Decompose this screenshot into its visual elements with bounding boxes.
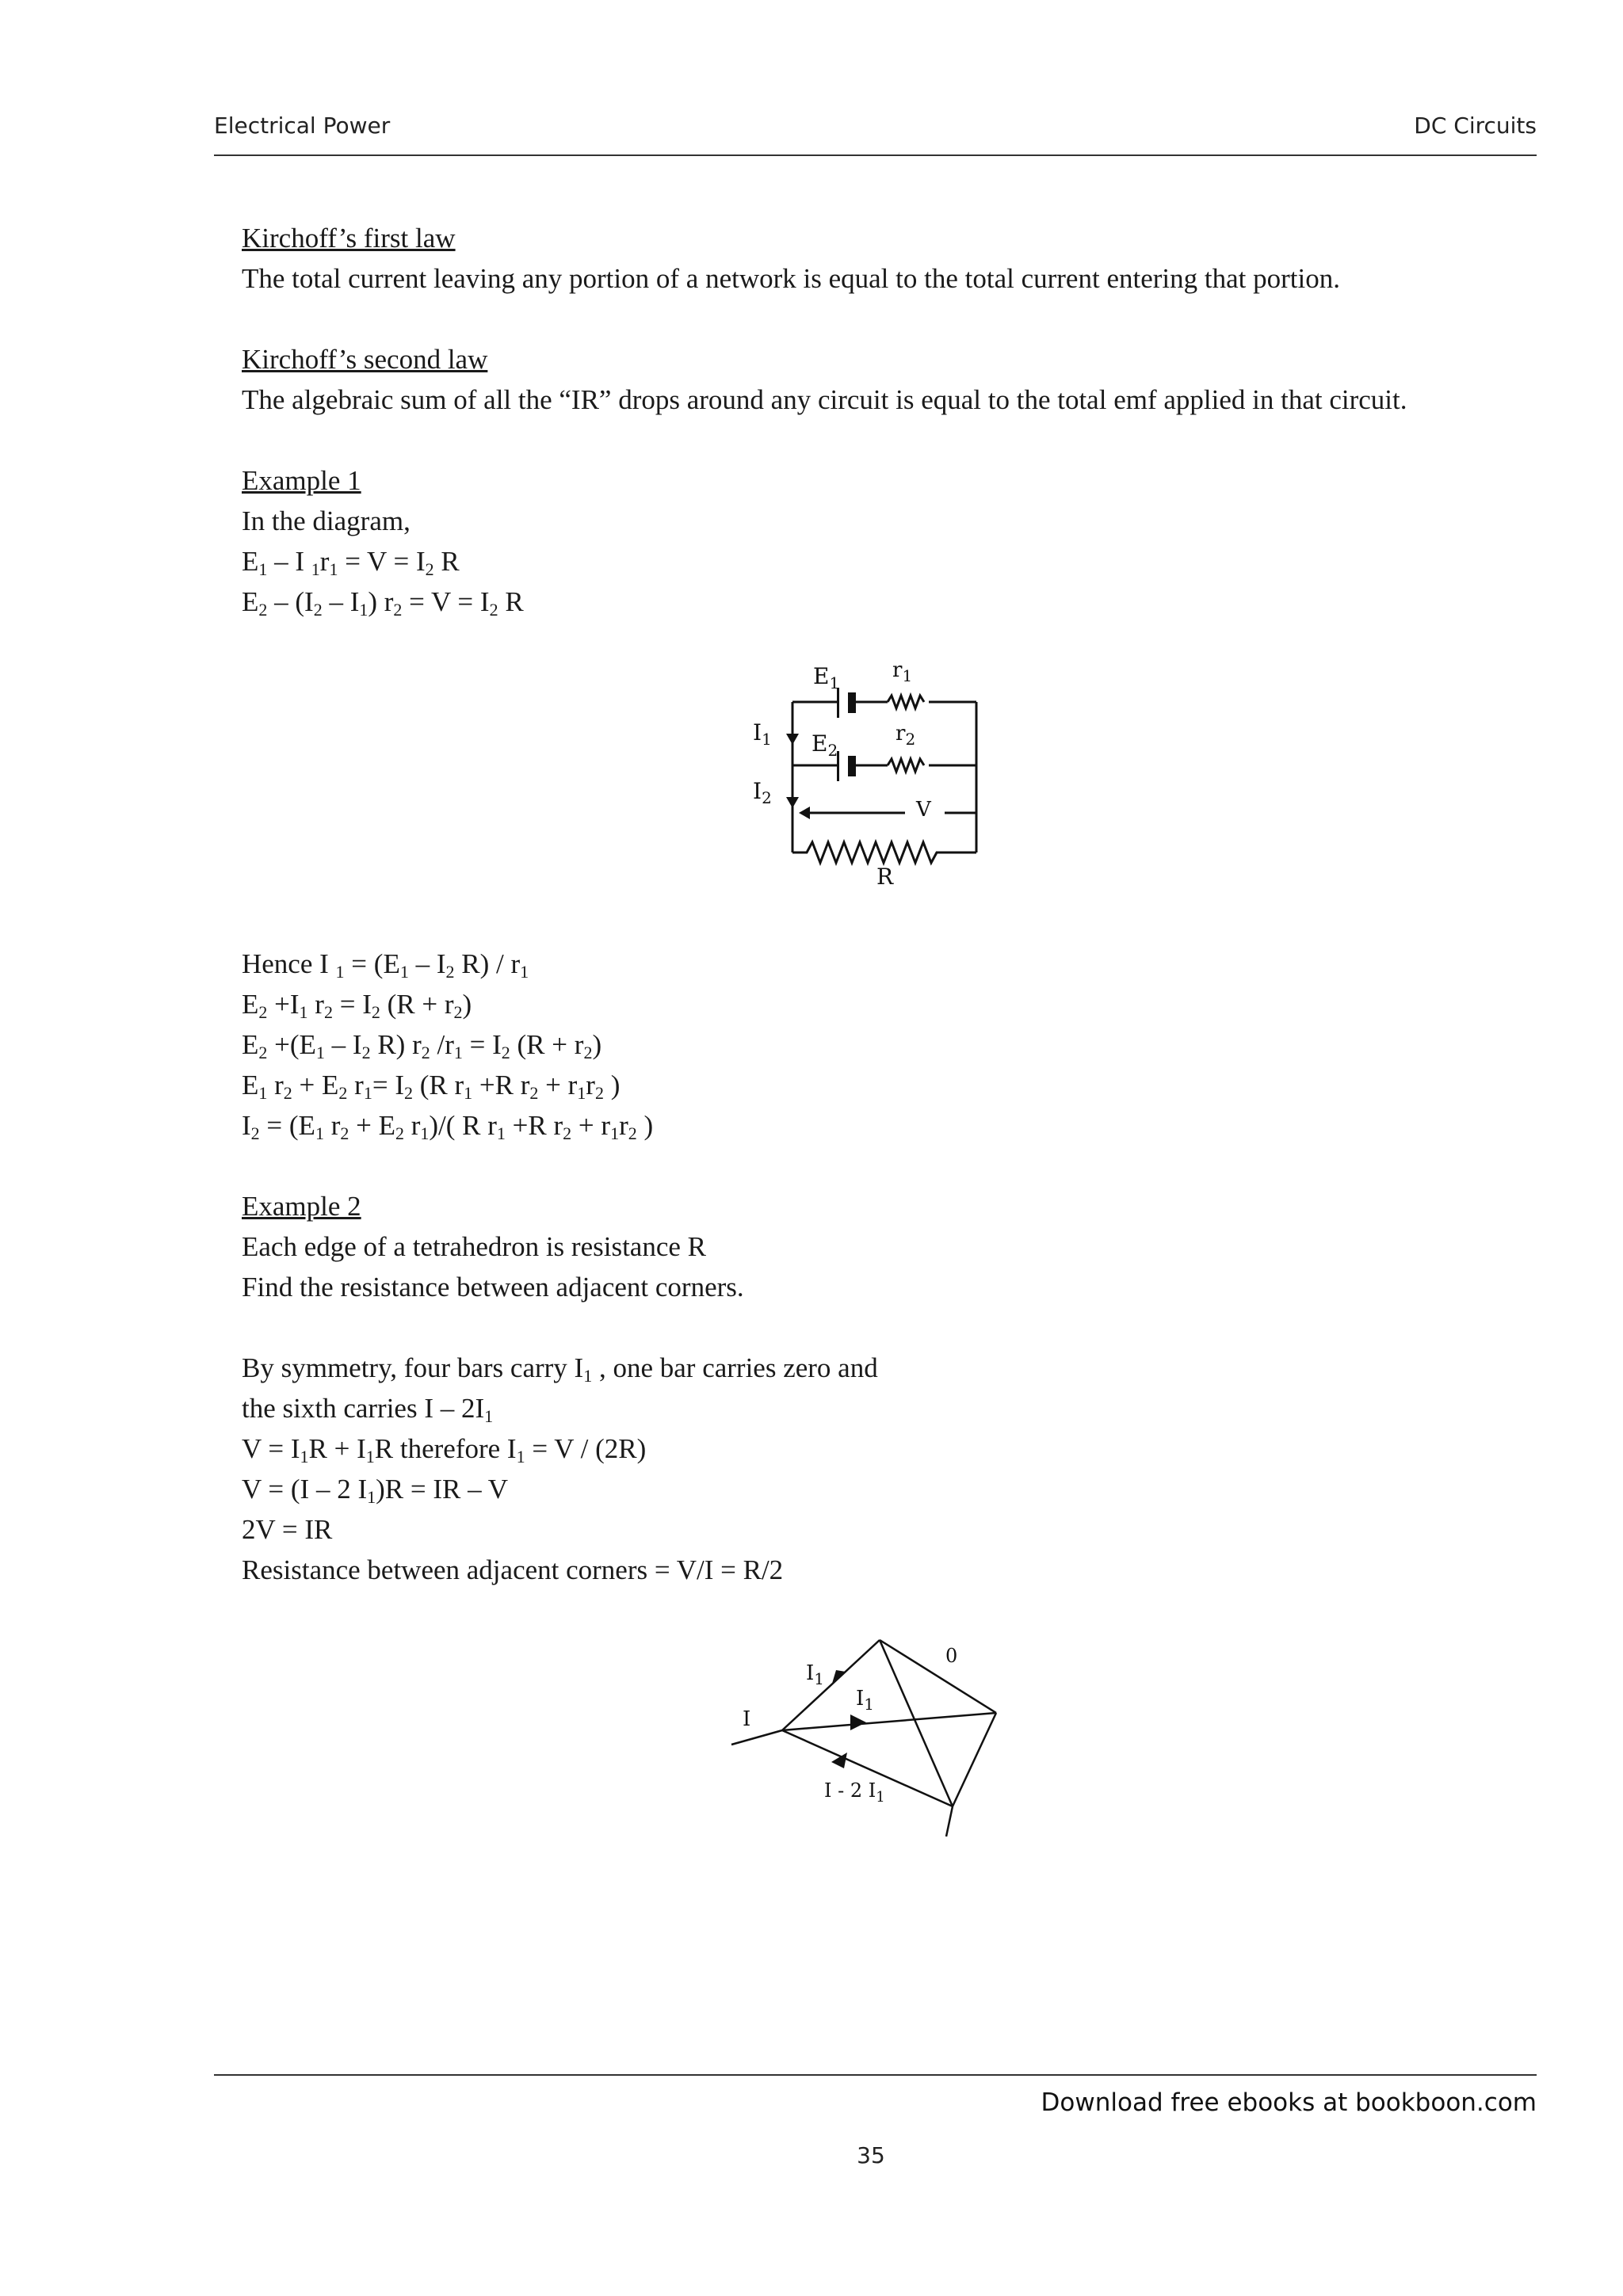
subscript: 1: [300, 1447, 309, 1466]
subscript: 1: [420, 1123, 430, 1143]
equation-text: (R + r: [510, 1029, 584, 1060]
subscript: 2: [489, 600, 498, 620]
equation-text: ): [592, 1029, 602, 1060]
equation-text: = V / (2R): [525, 1433, 647, 1464]
subscript: 1: [367, 1487, 376, 1507]
equation-text: = (E: [344, 948, 400, 979]
tetrahedron-svg: [717, 1616, 1018, 1854]
subscript: 1: [359, 600, 369, 620]
equation-text: – I: [408, 948, 446, 979]
equation-text: r: [403, 1110, 421, 1141]
example2-title: Example 2: [242, 1191, 361, 1222]
equation-text: +I: [267, 989, 300, 1020]
v-arrow: [799, 807, 810, 819]
edge-middle: [782, 1713, 996, 1730]
subscript: 2: [403, 1083, 413, 1103]
equation-text: +R r: [505, 1110, 563, 1141]
subscript: 1: [363, 1083, 372, 1103]
law1-text: The total current leaving any portion of a network is equal to the total current entering that portion.: [242, 263, 1340, 294]
label-e1: $E_1$: [813, 663, 840, 692]
equation-text: R + I: [308, 1433, 366, 1464]
hence-eq-b: [242, 984, 1541, 1024]
equation-text: R) / r: [454, 948, 521, 979]
equation-text: ): [636, 1110, 654, 1141]
subscript: 1: [315, 1043, 325, 1062]
footer-rule: [214, 2074, 1537, 2076]
equation-text: = I: [332, 989, 372, 1020]
subscript: 1: [520, 962, 529, 982]
subscript: 2: [453, 1002, 463, 1022]
equation-text: r: [586, 1070, 595, 1100]
hence-eq-c: [242, 1024, 1541, 1065]
subscript: 1: [577, 1083, 586, 1103]
equation-text: (R r: [412, 1070, 464, 1100]
subscript: 1: [610, 1123, 620, 1143]
subscript: 2: [258, 1002, 268, 1022]
example1-eq-b: [242, 582, 1541, 622]
example1-eq-a: [242, 541, 1541, 582]
page-number: 35: [857, 2142, 885, 2168]
subscript: 2: [250, 1123, 260, 1143]
example2-line1: Each edge of a tetrahedron is resistance R: [242, 1231, 706, 1262]
equation-text: )R = IR – V: [376, 1474, 508, 1505]
equation-text: , one bar carries zero and: [592, 1352, 878, 1383]
r-resistor: [792, 842, 976, 863]
law2-title: Kirchoff’s second law: [242, 344, 488, 375]
hence-eq-d: [242, 1065, 1541, 1105]
r1-resistor: [888, 696, 924, 708]
result-line: Resistance between adjacent corners = V/I = R/2: [242, 1554, 784, 1585]
header-rule: [214, 154, 1537, 156]
subscript: 2: [501, 1043, 510, 1062]
subscript: 2: [393, 600, 403, 620]
equation-text: +(E: [267, 1029, 316, 1060]
label-v: V: [916, 798, 931, 822]
subscript: 2: [583, 1043, 593, 1062]
subscript: 1: [516, 1447, 525, 1466]
equation-text: – I: [322, 586, 360, 617]
equation-text: = V = I: [338, 546, 426, 577]
subscript: 2: [361, 1043, 371, 1062]
subscript: 1: [329, 559, 338, 579]
subscript: 2: [371, 1002, 380, 1022]
symmetry-line-a: [242, 1348, 1541, 1388]
subscript: 1: [496, 1123, 506, 1143]
subscript: 1: [299, 1002, 308, 1022]
equation-text: – (I: [267, 586, 314, 617]
subscript: 2: [313, 600, 323, 620]
equation-text: R therefore I: [374, 1433, 517, 1464]
equation-text: ): [603, 1070, 621, 1100]
i1-arrow: [786, 734, 799, 745]
equation-text: – I: [324, 1029, 362, 1060]
label-i: I: [743, 1707, 751, 1731]
equation-text: +R r: [472, 1070, 530, 1100]
label-i1-middle: $I_1$: [856, 1687, 875, 1714]
equation-text: R: [498, 586, 524, 617]
equation-text: ): [462, 989, 472, 1020]
i1-arrow-top: [831, 1670, 846, 1686]
r2-resistor: [888, 759, 924, 772]
edge-top-left: [782, 1640, 880, 1730]
equation-text: E: [242, 989, 259, 1020]
law2-text: The algebraic sum of all the “IR” drops around any circuit is equal to the total emf applied in that circuit.: [242, 384, 1407, 415]
equation-text: R: [433, 546, 460, 577]
circuit-svg: [737, 658, 999, 895]
equation-text: E: [242, 1070, 259, 1100]
equation-text: + E: [292, 1070, 339, 1100]
symmetry-line-d: [242, 1469, 1541, 1509]
example2-line2: Find the resistance between adjacent corners.: [242, 1272, 744, 1302]
subscript: 1: [315, 1123, 324, 1143]
subscript: 2: [529, 1083, 539, 1103]
label-i1-top: $I_1$: [806, 1661, 825, 1688]
equation-text: + E: [349, 1110, 395, 1141]
equation-text: (R + r: [380, 989, 454, 1020]
page-content: [242, 218, 1541, 1590]
subscript: 2: [258, 600, 268, 620]
equation-text: I: [242, 1110, 251, 1141]
equation-text: /r: [430, 1029, 454, 1060]
subscript: 1: [453, 1043, 463, 1062]
equation-text: By symmetry, four bars carry I: [242, 1352, 584, 1383]
equation-text: r: [319, 546, 330, 577]
subscript: 1: [583, 1366, 593, 1386]
subscript: 1: [335, 962, 345, 982]
lead-bottom: [946, 1806, 953, 1836]
equation-text: + r: [571, 1110, 611, 1141]
equation-text: r: [323, 1110, 341, 1141]
equation-text: = V = I: [402, 586, 490, 617]
label-i2: $I_2$: [753, 778, 772, 807]
line-2v: 2V = IR: [242, 1514, 333, 1545]
edge-diagonal: [880, 1640, 953, 1806]
edge-right: [953, 1713, 996, 1806]
subscript: 2: [258, 1043, 268, 1062]
i2-arrow: [786, 797, 799, 808]
edge-top-right: [880, 1640, 996, 1713]
equation-text: E: [242, 586, 259, 617]
subscript: 1: [365, 1447, 375, 1466]
subscript: 2: [445, 962, 455, 982]
equation-text: = (E: [259, 1110, 315, 1141]
circuit-diagram: [737, 658, 999, 899]
subscript: 1: [311, 559, 320, 579]
equation-text: ) r: [368, 586, 394, 617]
label-i1: $I_1$: [753, 719, 772, 749]
subscript: 2: [563, 1123, 572, 1143]
subscript: 1: [258, 559, 268, 579]
lead-left: [731, 1730, 782, 1745]
equation-text: R) r: [370, 1029, 422, 1060]
equation-text: r: [619, 1110, 628, 1141]
equation-text: V = I: [242, 1433, 300, 1464]
label-i-minus-2i1: I - 2 $I_1$: [824, 1779, 885, 1806]
subscript: 2: [340, 1123, 349, 1143]
header-left: Electrical Power: [214, 113, 391, 139]
equation-text: = I: [372, 1070, 404, 1100]
e2-short-plate: [848, 756, 856, 776]
equation-text: r: [267, 1070, 284, 1100]
subscript: 2: [421, 1043, 430, 1062]
label-e2: $E_2$: [812, 730, 838, 760]
hence-eq-a: [242, 944, 1541, 984]
equation-text: E: [242, 546, 259, 577]
equation-text: r: [307, 989, 324, 1020]
subscript: 2: [628, 1123, 637, 1143]
subscript: 1: [464, 1083, 473, 1103]
subscript: 1: [399, 962, 409, 982]
subscript: 2: [594, 1083, 604, 1103]
example1-intro: In the diagram,: [242, 505, 411, 536]
subscript: 2: [283, 1083, 292, 1103]
label-r: R: [876, 864, 894, 890]
equation-text: the sixth carries I – 2I: [242, 1393, 485, 1424]
header-right: DC Circuits: [1414, 113, 1537, 139]
e1-short-plate: [848, 692, 856, 713]
equation-text: V = (I – 2 I: [242, 1474, 368, 1505]
label-zero: 0: [945, 1645, 958, 1667]
subscript: 2: [323, 1002, 333, 1022]
example1-title: Example 1: [242, 465, 361, 496]
symmetry-line-c: [242, 1428, 1541, 1469]
equation-text: E: [242, 1029, 259, 1060]
law1-title: Kirchoff’s first law: [242, 223, 456, 254]
symmetry-line-b: [242, 1388, 1541, 1428]
label-r2: $r_2$: [896, 722, 916, 749]
subscript: 2: [395, 1123, 404, 1143]
i1-arrow-middle: [850, 1714, 866, 1730]
hence-eq-e: [242, 1105, 1541, 1146]
equation-text: + r: [538, 1070, 578, 1100]
download-link[interactable]: Download free ebooks at bookboon.com: [1041, 2088, 1537, 2117]
equation-text: r: [347, 1070, 364, 1100]
subscript: 1: [484, 1406, 494, 1426]
equation-text: Hence I: [242, 948, 336, 979]
equation-text: – I: [267, 546, 311, 577]
equation-text: )/( R r: [429, 1110, 497, 1141]
subscript: 1: [258, 1083, 268, 1103]
label-r1: $r_1$: [892, 658, 913, 685]
equation-text: = I: [462, 1029, 502, 1060]
subscript: 2: [425, 559, 434, 579]
subscript: 2: [338, 1083, 348, 1103]
tetrahedron-diagram: [717, 1616, 1018, 1858]
